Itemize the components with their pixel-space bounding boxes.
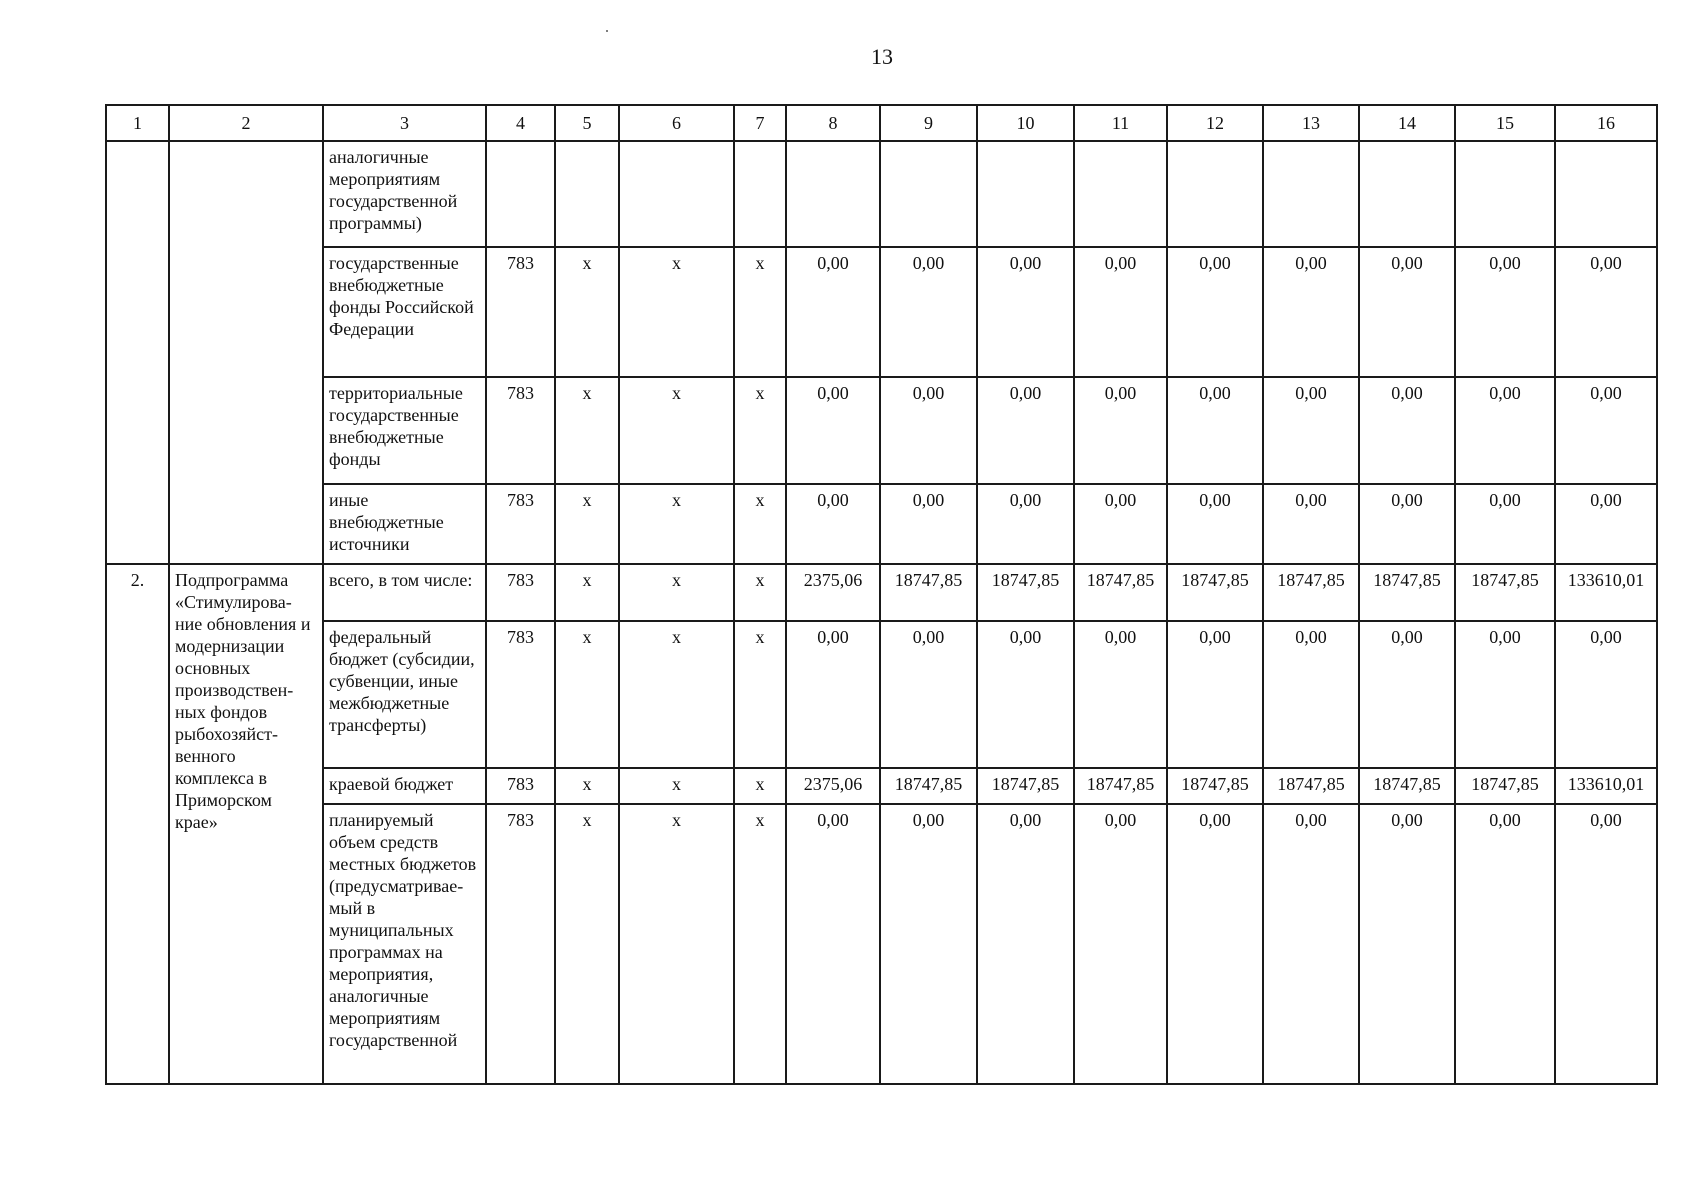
- empty-cell: [1455, 141, 1555, 247]
- value-cell: 0,00: [1359, 377, 1455, 484]
- page-number: 13: [871, 44, 893, 69]
- empty-cell: [1359, 141, 1455, 247]
- value-cell: 0,00: [1455, 247, 1555, 377]
- value-cell: 0,00: [880, 247, 977, 377]
- cross-cell: х: [555, 621, 619, 768]
- value-cell: 0,00: [1074, 621, 1167, 768]
- cross-cell: х: [619, 804, 734, 1084]
- value-cell: 18747,85: [1167, 768, 1263, 804]
- table-row: [106, 484, 1657, 564]
- value-cell: 18747,85: [977, 564, 1074, 621]
- empty-cell: [1074, 141, 1167, 247]
- table-row: [106, 768, 1657, 804]
- value-cell: 0,00: [1263, 804, 1359, 1084]
- column-header: 5: [555, 105, 619, 141]
- cross-cell: х: [734, 804, 786, 1084]
- value-cell: 18747,85: [1263, 768, 1359, 804]
- value-cell: 0,00: [1167, 804, 1263, 1084]
- cross-cell: х: [734, 377, 786, 484]
- value-cell: 18747,85: [880, 564, 977, 621]
- column-header: 6: [619, 105, 734, 141]
- value-cell: 0,00: [880, 377, 977, 484]
- value-cell: 0,00: [1359, 621, 1455, 768]
- value-cell: 0,00: [786, 484, 880, 564]
- empty-cell: [555, 141, 619, 247]
- column-header: 13: [1263, 105, 1359, 141]
- cross-cell: х: [734, 768, 786, 804]
- column-header: 7: [734, 105, 786, 141]
- cross-cell: х: [555, 377, 619, 484]
- value-cell: 0,00: [1555, 804, 1657, 1084]
- column-header: 10: [977, 105, 1074, 141]
- scan-speck: [606, 30, 608, 32]
- value-cell: 0,00: [1074, 247, 1167, 377]
- column-header: 4: [486, 105, 555, 141]
- value-cell: 18747,85: [1074, 564, 1167, 621]
- value-cell: 0,00: [1455, 621, 1555, 768]
- column-header: 8: [786, 105, 880, 141]
- value-cell: 18747,85: [880, 768, 977, 804]
- value-cell: 18747,85: [1263, 564, 1359, 621]
- cross-cell: х: [555, 768, 619, 804]
- value-cell: 133610,01: [1555, 768, 1657, 804]
- funding-source-cell: территориальные государственные внебюджетные фонды: [323, 377, 486, 484]
- column-header: 12: [1167, 105, 1263, 141]
- program-name-cell: Подпрограмма «Стимулирова-ние обновления и модернизации основных производствен-ных фондов рыбохозяйст-венного комплекса в Приморском крае»: [169, 564, 323, 1084]
- value-cell: 0,00: [977, 804, 1074, 1084]
- value-cell: 18747,85: [1167, 564, 1263, 621]
- empty-cell: [1167, 141, 1263, 247]
- table-row: [106, 247, 1657, 377]
- empty-cell: [1555, 141, 1657, 247]
- value-cell: 0,00: [1263, 247, 1359, 377]
- code-cell: 783: [486, 377, 555, 484]
- program-name-cell: [169, 141, 323, 564]
- value-cell: 0,00: [1359, 804, 1455, 1084]
- value-cell: 0,00: [880, 621, 977, 768]
- budget-table: [105, 104, 1658, 1085]
- value-cell: 0,00: [786, 247, 880, 377]
- cross-cell: х: [734, 564, 786, 621]
- column-header: 2: [169, 105, 323, 141]
- empty-cell: [977, 141, 1074, 247]
- value-cell: 133610,01: [1555, 564, 1657, 621]
- column-header: 1: [106, 105, 169, 141]
- value-cell: 0,00: [1074, 804, 1167, 1084]
- row-number-cell: [106, 141, 169, 564]
- value-cell: 18747,85: [1074, 768, 1167, 804]
- value-cell: 0,00: [1555, 484, 1657, 564]
- cross-cell: х: [619, 564, 734, 621]
- value-cell: 0,00: [1455, 377, 1555, 484]
- value-cell: 0,00: [1074, 484, 1167, 564]
- cross-cell: х: [619, 768, 734, 804]
- cross-cell: х: [555, 564, 619, 621]
- value-cell: 18747,85: [977, 768, 1074, 804]
- value-cell: 0,00: [1555, 377, 1657, 484]
- value-cell: 0,00: [1167, 377, 1263, 484]
- empty-cell: [486, 141, 555, 247]
- column-header: 15: [1455, 105, 1555, 141]
- cross-cell: х: [619, 377, 734, 484]
- funding-source-cell: всего, в том числе:: [323, 564, 486, 621]
- value-cell: 0,00: [977, 247, 1074, 377]
- column-header: 14: [1359, 105, 1455, 141]
- cross-cell: х: [555, 484, 619, 564]
- value-cell: 0,00: [880, 484, 977, 564]
- value-cell: 18747,85: [1455, 768, 1555, 804]
- code-cell: 783: [486, 484, 555, 564]
- value-cell: 0,00: [1555, 247, 1657, 377]
- value-cell: 0,00: [880, 804, 977, 1084]
- value-cell: 0,00: [1167, 484, 1263, 564]
- table-row: [106, 804, 1657, 1084]
- value-cell: 0,00: [1359, 247, 1455, 377]
- value-cell: 0,00: [1167, 247, 1263, 377]
- value-cell: 0,00: [1359, 484, 1455, 564]
- column-header: 11: [1074, 105, 1167, 141]
- code-cell: 783: [486, 768, 555, 804]
- column-header: 3: [323, 105, 486, 141]
- empty-cell: [619, 141, 734, 247]
- funding-source-cell: планируемый объем средств местных бюджетов (предусматривае-мый в муниципальных программах на мероприятия, аналогичные мероприятиям государственной: [323, 804, 486, 1084]
- value-cell: 0,00: [1167, 621, 1263, 768]
- value-cell: 2375,06: [786, 768, 880, 804]
- value-cell: 0,00: [786, 804, 880, 1084]
- table-row: [106, 564, 1657, 621]
- code-cell: 783: [486, 247, 555, 377]
- value-cell: 0,00: [786, 377, 880, 484]
- code-cell: 783: [486, 564, 555, 621]
- funding-source-cell: государственные внебюджетные фонды Российской Федерации: [323, 247, 486, 377]
- table-row: [106, 377, 1657, 484]
- value-cell: 0,00: [1074, 377, 1167, 484]
- table-row: [106, 141, 1657, 247]
- value-cell: 0,00: [977, 621, 1074, 768]
- funding-source-cell: аналогичные мероприятиям государственной программы): [323, 141, 486, 247]
- empty-cell: [786, 141, 880, 247]
- value-cell: 18747,85: [1359, 768, 1455, 804]
- empty-cell: [1263, 141, 1359, 247]
- cross-cell: х: [619, 247, 734, 377]
- cross-cell: х: [619, 621, 734, 768]
- row-number-cell: 2.: [106, 564, 169, 1084]
- cross-cell: х: [619, 484, 734, 564]
- cross-cell: х: [555, 804, 619, 1084]
- code-cell: 783: [486, 621, 555, 768]
- value-cell: 2375,06: [786, 564, 880, 621]
- value-cell: 0,00: [1263, 621, 1359, 768]
- value-cell: 0,00: [977, 377, 1074, 484]
- column-header: 16: [1555, 105, 1657, 141]
- cross-cell: х: [734, 484, 786, 564]
- code-cell: 783: [486, 804, 555, 1084]
- value-cell: 0,00: [1555, 621, 1657, 768]
- column-header: 9: [880, 105, 977, 141]
- value-cell: 0,00: [1263, 377, 1359, 484]
- value-cell: 18747,85: [1359, 564, 1455, 621]
- empty-cell: [880, 141, 977, 247]
- cross-cell: х: [734, 247, 786, 377]
- value-cell: 18747,85: [1455, 564, 1555, 621]
- funding-source-cell: краевой бюджет: [323, 768, 486, 804]
- value-cell: 0,00: [977, 484, 1074, 564]
- value-cell: 0,00: [1263, 484, 1359, 564]
- value-cell: 0,00: [1455, 804, 1555, 1084]
- funding-source-cell: иные внебюджетные источники: [323, 484, 486, 564]
- funding-source-cell: федеральный бюджет (субсидии, субвенции, иные межбюджетные трансферты): [323, 621, 486, 768]
- table-row: [106, 621, 1657, 768]
- header-row: [106, 105, 1657, 141]
- cross-cell: х: [555, 247, 619, 377]
- value-cell: 0,00: [1455, 484, 1555, 564]
- cross-cell: х: [734, 621, 786, 768]
- value-cell: 0,00: [786, 621, 880, 768]
- empty-cell: [734, 141, 786, 247]
